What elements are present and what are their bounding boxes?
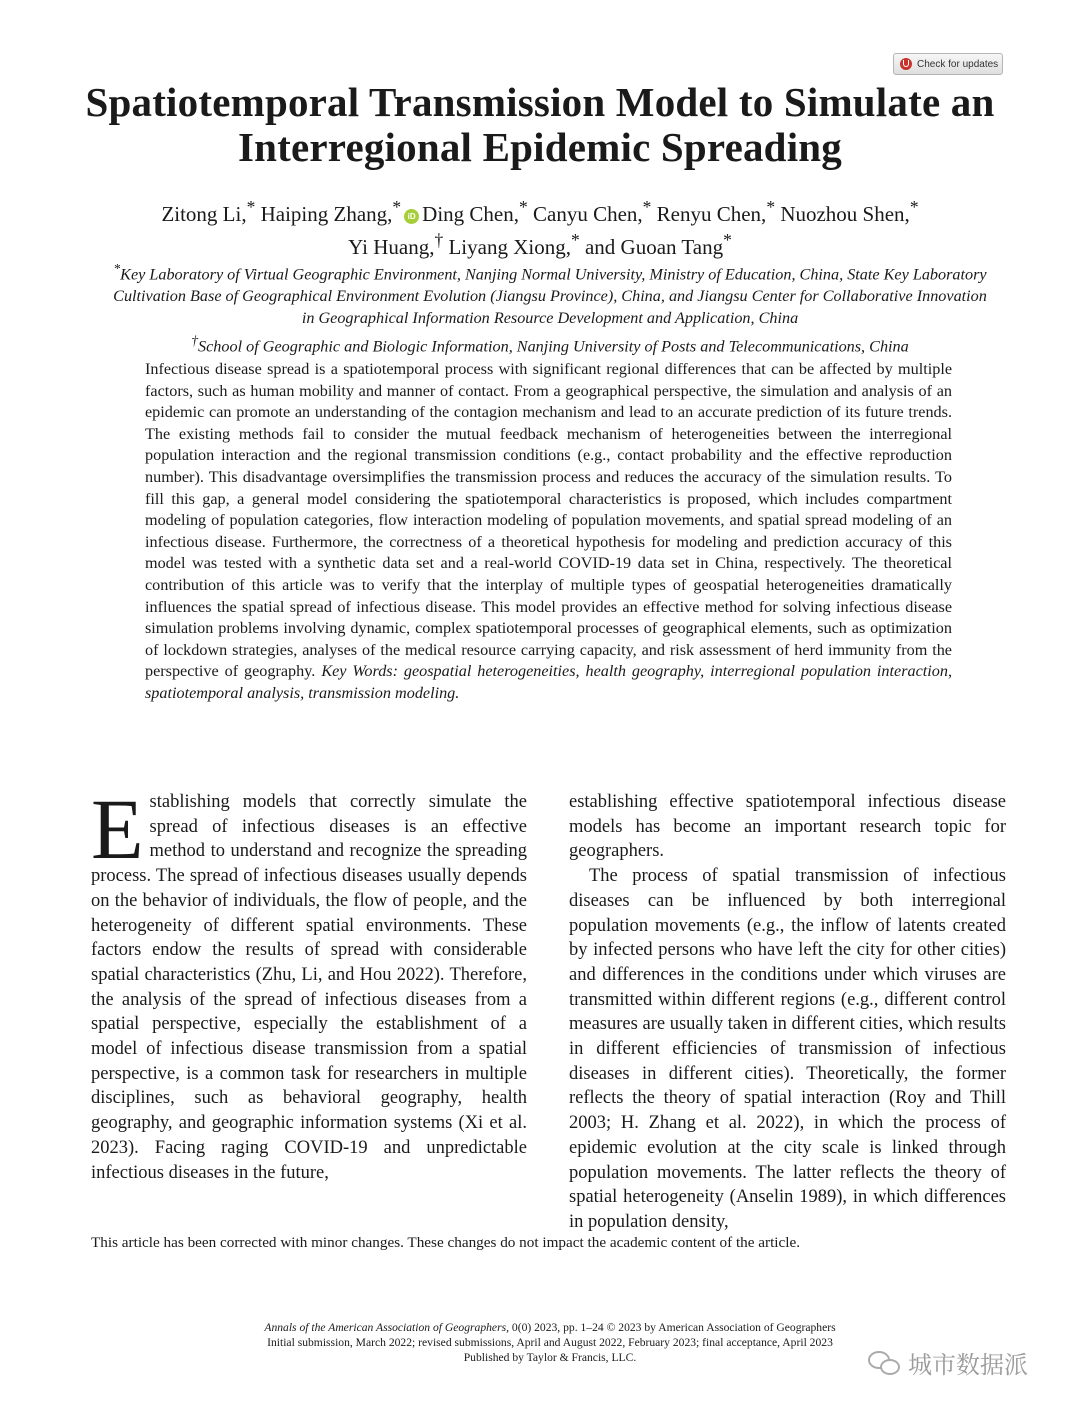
author: Haiping Zhang,*	[260, 197, 402, 226]
drop-cap: E	[91, 781, 144, 877]
body-column-right	[569, 790, 1006, 1235]
author: Liyang Xiong,*	[448, 230, 580, 259]
author: and Guoan Tang*	[584, 230, 732, 259]
author: Ding Chen,*	[422, 197, 528, 226]
watermark	[868, 1345, 1028, 1380]
author: Zitong Li,*	[161, 197, 256, 226]
paragraph-continuation: establishing effective spatiotemporal infectious disease models has become an important research topic for geographers.	[569, 792, 1006, 862]
paragraph: The process of spatial transmission of infectious diseases can be influenced by both interregional population movements (e.g., the inflow of latents created by infected persons who have left the city for other cities) and differences in the conditions under which viruses are transmitted within different regions (e.g., different control measures are usually taken in different cities, which results in different efficiencies of transmission of infectious diseases in different cities). Theoretically, the former reflects the theory of spatial interaction (Roy and Thill 2003; H. Zhang et al. 2022), in which the process of epidemic evolution at the city scale is linked through population movements. The latter reflects the theory of spatial heterogeneity (Anselin 1989), in which differences in population density,	[569, 866, 1006, 1232]
check-for-updates-button[interactable]	[893, 53, 1003, 75]
watermark-label: 城市数据派	[908, 1351, 1028, 1379]
author: Renyu Chen,*	[656, 197, 776, 226]
abstract-text: Infectious disease spread is a spatiotemporal process with significant regional differences that can be affected by multiple factors, such as human mobility and manner of contact. From a geographical perspective, the simulation and analysis of an epidemic can promote an understanding of the contagion mechanism and lead to an accurate prediction of its future trends. The existing methods fail to consider the mutual feedback mechanism of heterogeneities between the interregional population interaction and the regional transmission conditions (e.g., contact probability and the effective reproduction number). This disadvantage oversimplifies the transmission process and reduces the accuracy of the simulation results. To fill this gap, a general model considering the spatiotemporal characteristics is proposed, which includes compartment modeling of population categories, flow interaction modeling of population movements, and spatial spread modeling of an infectious disease. Furthermore, the correctness of a theoretical hypothesis for modeling and prediction accuracy of this model was tested with a synthetic data set and a real-world COVID-19 data set in China, respectively. The theoretical contribution of this article was to verify that the interplay of multiple types of geospatial heterogeneities dramatically influences the spatial spread of infectious disease. This model provides an effective method for solving infectious disease simulation problems involving dynamic, complex spatiotemporal processes of geographical elements, such as optimization of lockdown strategies, analyses of the medical resource carrying capacity, and risk assessment of herd immunity from the perspective of geography.	[145, 360, 952, 681]
journal-name: Annals of the American Association of Geographers,	[264, 1321, 509, 1334]
affiliations: *Key Laboratory of Virtual Geographic Environment, Nanjing Normal University, Ministry of Education, China, State Key Laboratory Cultivation Base of Geographical Environment Evolution (Jiangsu Province), China, and Jiangsu Center for Collaborative Innovation in Geographical Information Resource Development and Application, China †School of Geographic and Biologic Information, Nanjing University of Posts and Telecommunications, China	[113, 261, 987, 355]
correction-note: This article has been corrected with minor changes. These changes do not impact the academic content of the article.	[91, 1234, 801, 1251]
keywords: geospatial heterogeneities, health geography, interregional population interaction, spatiotemporal analysis, transmission modeling.	[145, 662, 952, 702]
author: Yi Huang,†	[348, 230, 444, 259]
wechat-icon	[868, 1349, 902, 1377]
paper-title: Spatiotemporal Transmission Model to Simulate an Interregional Epidemic Spreading	[85, 79, 995, 170]
body-column-left	[91, 781, 527, 1185]
publisher: Published by Taylor & Francis, LLC.	[463, 1351, 637, 1365]
author-list	[80, 194, 1000, 260]
bookmark-icon	[900, 58, 912, 70]
author: Nuozhou Shen,*	[780, 197, 919, 226]
citation-info: 0(0) 2023, pp. 1–24 © 2023 by American Association of Geographers	[511, 1321, 836, 1334]
keywords-label: Key Words:	[321, 662, 398, 681]
abstract	[145, 359, 952, 705]
affiliation-primary: Key Laboratory of Virtual Geographic Environment, Nanjing Normal University, Ministry of Education, China, State Key Laboratory Cultivation Base of Geographical Environment Evolution (Jiangsu Province), China, and Jiangsu Center for Collaborative Innovation in Geographical Information Resource Development and Application, China	[113, 265, 987, 327]
journal-footer	[210, 1320, 890, 1366]
orcid-icon[interactable]: iD	[404, 209, 419, 224]
check-for-updates-label: Check for updates	[917, 58, 999, 70]
submission-dates: Initial submission, March 2022; revised submissions, April and August 2022, February 2023; final acceptance, April 2023	[267, 1336, 833, 1350]
author: Canyu Chen,*	[533, 197, 652, 226]
intro-paragraph: stablishing models that correctly simulate the spread of infectious diseases is an effective method to understand and recognize the spreading process. The spread of infectious diseases usually depends on the behavior of individuals, the flow of people, and the heterogeneity of different spatial environments. These factors endow the results of spread with considerable spatial characteristics (Zhu, Li, and Hou 2022). Therefore, the analysis of the spread of infectious diseases from a spatial perspective, especially the establishment of a model of infectious disease transmission from a spatial perspective, is a common task for researchers in multiple disciplines, such as behavioral geography, health geography, and geographic information systems (Xi et al. 2023). Facing raging COVID-19 and unpredictable infectious diseases in the future,	[91, 792, 527, 1183]
affiliation-secondary: School of Geographic and Biologic Information, Nanjing University of Posts and Telecommunications, China	[198, 336, 909, 355]
